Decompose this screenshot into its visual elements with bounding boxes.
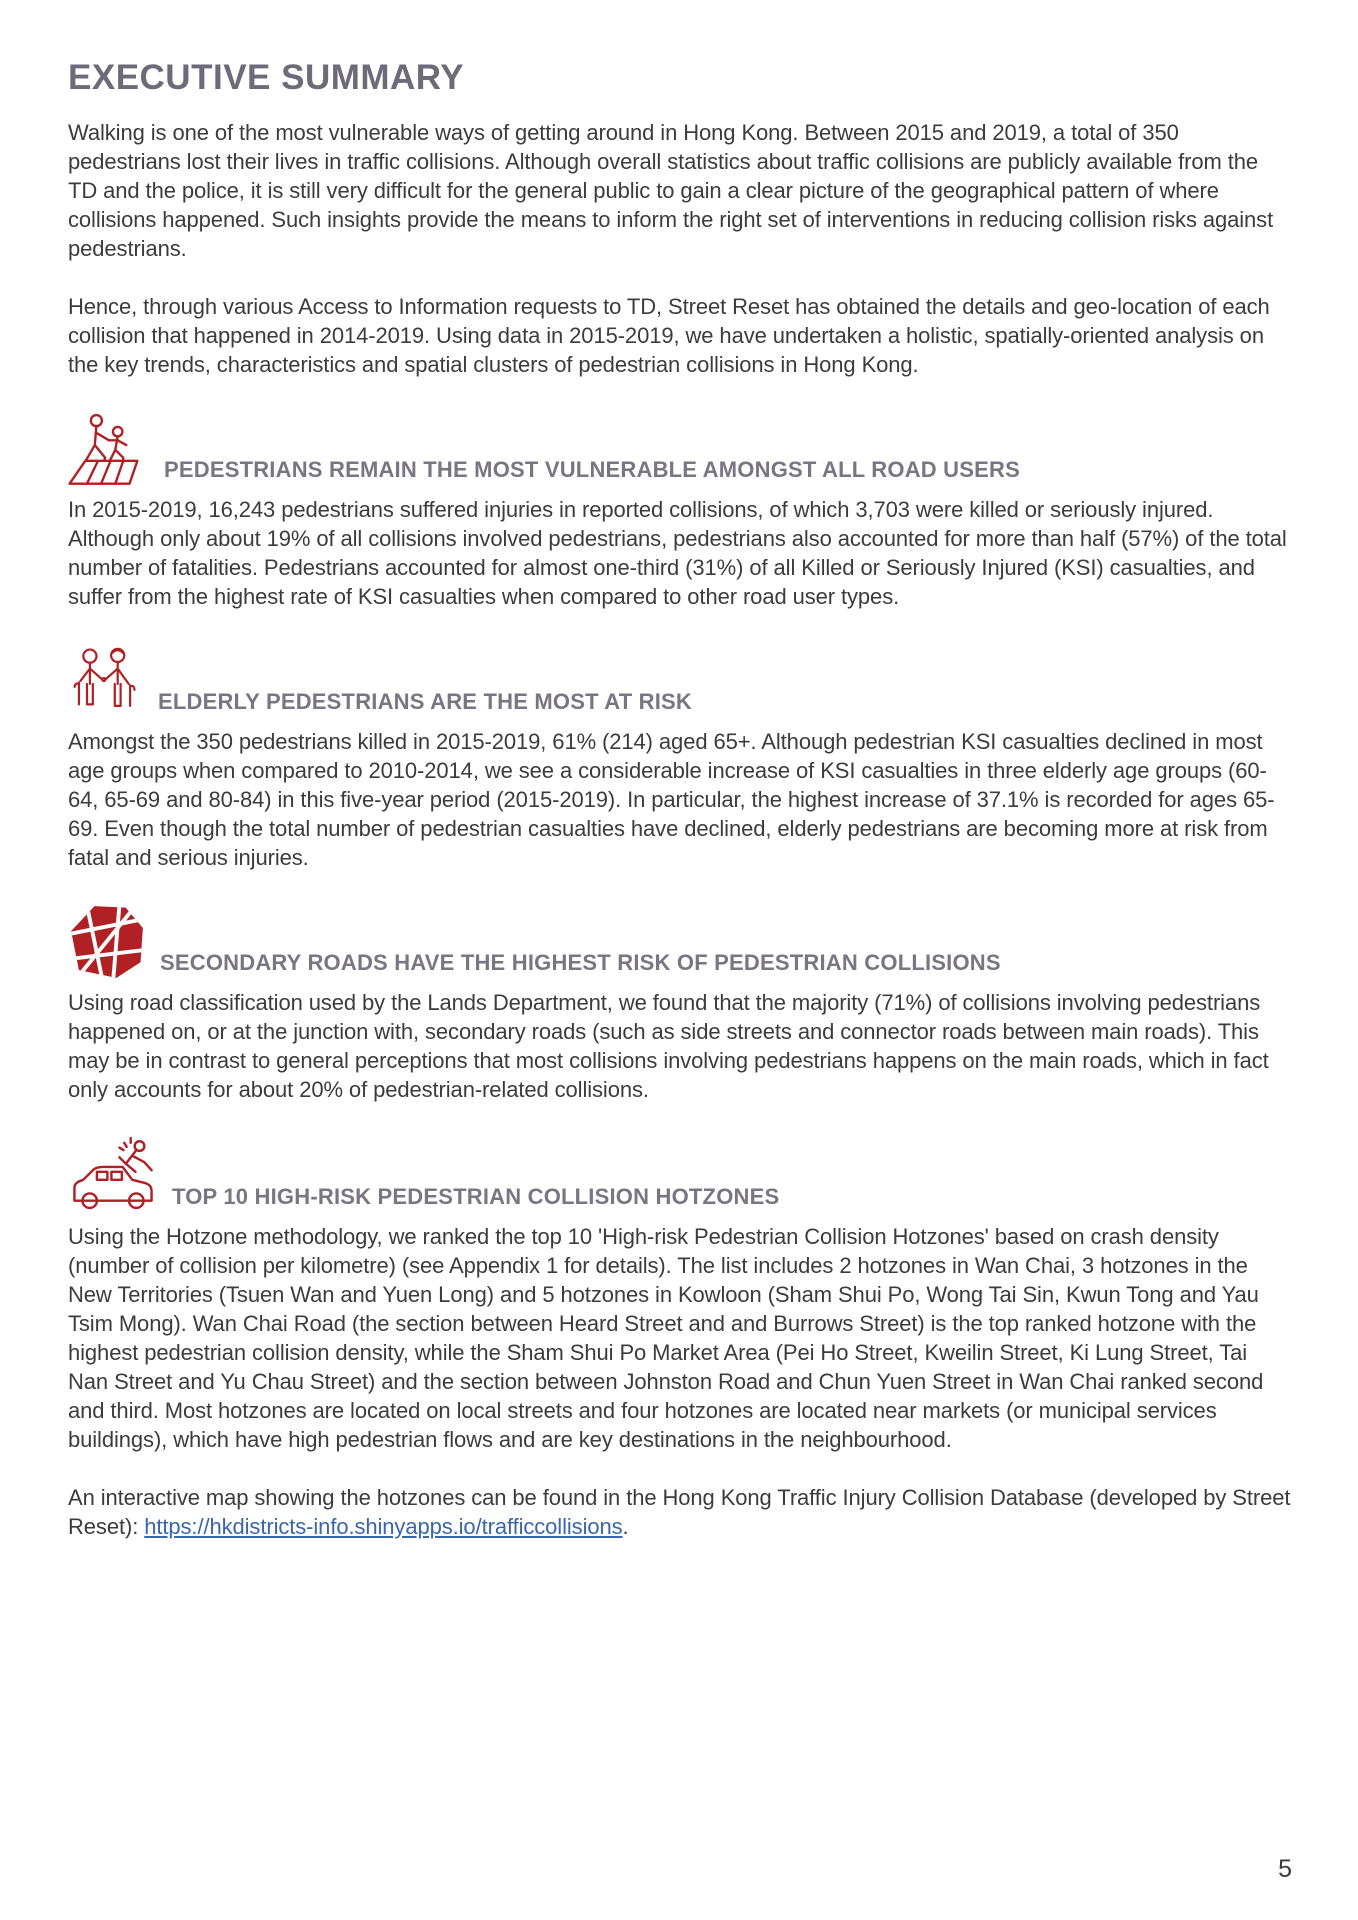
traffic-collision-database-link[interactable]: https://hkdistricts-info.shinyapps.io/trafficcollisions bbox=[144, 1514, 623, 1539]
intro-paragraph-2: Hence, through various Access to Information requests to TD, Street Reset has obtained the details and geo-location of each collision that happened in 2014-2019. Using data in 2015-2019, we have undertaken a holistic, spatially-oriented analysis on the key trends, characteristics and spatial clusters of pedestrian collisions in Hong Kong. bbox=[68, 294, 1270, 377]
section-body: In 2015-2019, 16,243 pedestrians suffered injuries in reported collisions, of which 3,703 were killed or seriously injured. Although only about 19% of all collisions involved pedestrians, pedestrians also accounted for more than half (57%) of the total number of fatalities. Pedestrians accounted for almost one-third (31%) of all Killed or Seriously Injured (KSI) casualties, and suffer from the highest rate of KSI casualties when compared to other road user types. bbox=[68, 497, 1287, 609]
car-pedestrian-collision-icon bbox=[68, 1136, 158, 1214]
page-number: 5 bbox=[1278, 1855, 1292, 1883]
closing-period: . bbox=[622, 1514, 629, 1539]
page-title: EXECUTIVE SUMMARY bbox=[68, 58, 465, 97]
section-body: Using road classification used by the Lands Department, we found that the majority (71%) of collisions involving pedestrians happened on, or at the junction with, secondary roads (such as side streets and connector roads between main roads). This may be in contrast to general perceptions that most collisions involving pedestrians happens on the main roads, which in fact only accounts for about 20% of pedestrian-related collisions. bbox=[68, 990, 1269, 1102]
section-heading: PEDESTRIANS REMAIN THE MOST VULNERABLE AMONGST ALL ROAD USERS bbox=[164, 457, 1020, 482]
section-head-secondary-roads bbox=[68, 904, 1292, 980]
crosswalk-pedestrians-icon bbox=[68, 411, 150, 487]
section-body: Using the Hotzone methodology, we ranked the top 10 'High-risk Pedestrian Collision Hotzones' based on crash density (number of collision per kilometre) (see Appendix 1 for details). The list includes 2 hotzones in Wan Chai, 3 hotzones in the New Territories (Tsuen Wan and Yuen Long) and 5 hotzones in Kowloon (Sham Shui Po, Wong Tai Sin, Kwun Tong and Yau Tsim Mong). Wan Chai Road (the section between Heard Street and and Burrows Street) is the top ranked hotzone with the highest pedestrian collision density, while the Sham Shui Po Market Area (Pei Ho Street, Kweilin Street, Ki Lung Street, Tai Nan Street and Yu Chau Street) and the section between Johnston Road and Chun Yuen Street in Wan Chai ranked second and third. Most hotzones are located on local streets and four hotzones are located near markets (or municipal services buildings), which have high pedestrian flows and are key destinations in the neighbourhood. bbox=[68, 1224, 1264, 1452]
section-heading: ELDERLY PEDESTRIANS ARE THE MOST AT RISK bbox=[158, 689, 693, 714]
closing-paragraph bbox=[68, 1483, 1292, 1541]
section-head-hotzones bbox=[68, 1136, 1292, 1214]
intro-paragraph-1: Walking is one of the most vulnerable ways of getting around in Hong Kong. Between 2015 and 2019, a total of 350 pedestrians lost their lives in traffic collisions. Although overall statistics about traffic collisions are publicly available from the TD and the police, it is still very difficult for the general public to gain a clear picture of the geographical pattern of where collisions happened. Such insights provide the means to inform the right set of interventions in reducing collision risks against pedestrians. bbox=[68, 120, 1274, 261]
section-head-elderly-risk bbox=[68, 643, 1292, 719]
street-map-icon bbox=[68, 904, 146, 980]
elderly-couple-icon bbox=[68, 643, 144, 719]
section-heading: TOP 10 HIGH-RISK PEDESTRIAN COLLISION HOTZONES bbox=[172, 1184, 780, 1209]
section-heading: SECONDARY ROADS HAVE THE HIGHEST RISK OF PEDESTRIAN COLLISIONS bbox=[160, 950, 1001, 975]
closing-text: An interactive map showing the hotzones can be found in the Hong Kong Traffic Injury Collision Database (developed by Street Reset): bbox=[68, 1485, 1291, 1539]
section-body: Amongst the 350 pedestrians killed in 2015-2019, 61% (214) aged 65+. Although pedestrian KSI casualties declined in most age groups when compared to 2010-2014, we see a considerable increase of KSI casualties in three elderly age groups (60-64, 65-69 and 80-84) in this five-year period (2015-2019). In particular, the highest increase of 37.1% is recorded for ages 65-69. Even though the total number of pedestrian casualties have declined, elderly pedestrians are becoming more at risk from fatal and serious injuries. bbox=[68, 729, 1275, 870]
section-head-pedestrians-vulnerable bbox=[68, 411, 1292, 487]
